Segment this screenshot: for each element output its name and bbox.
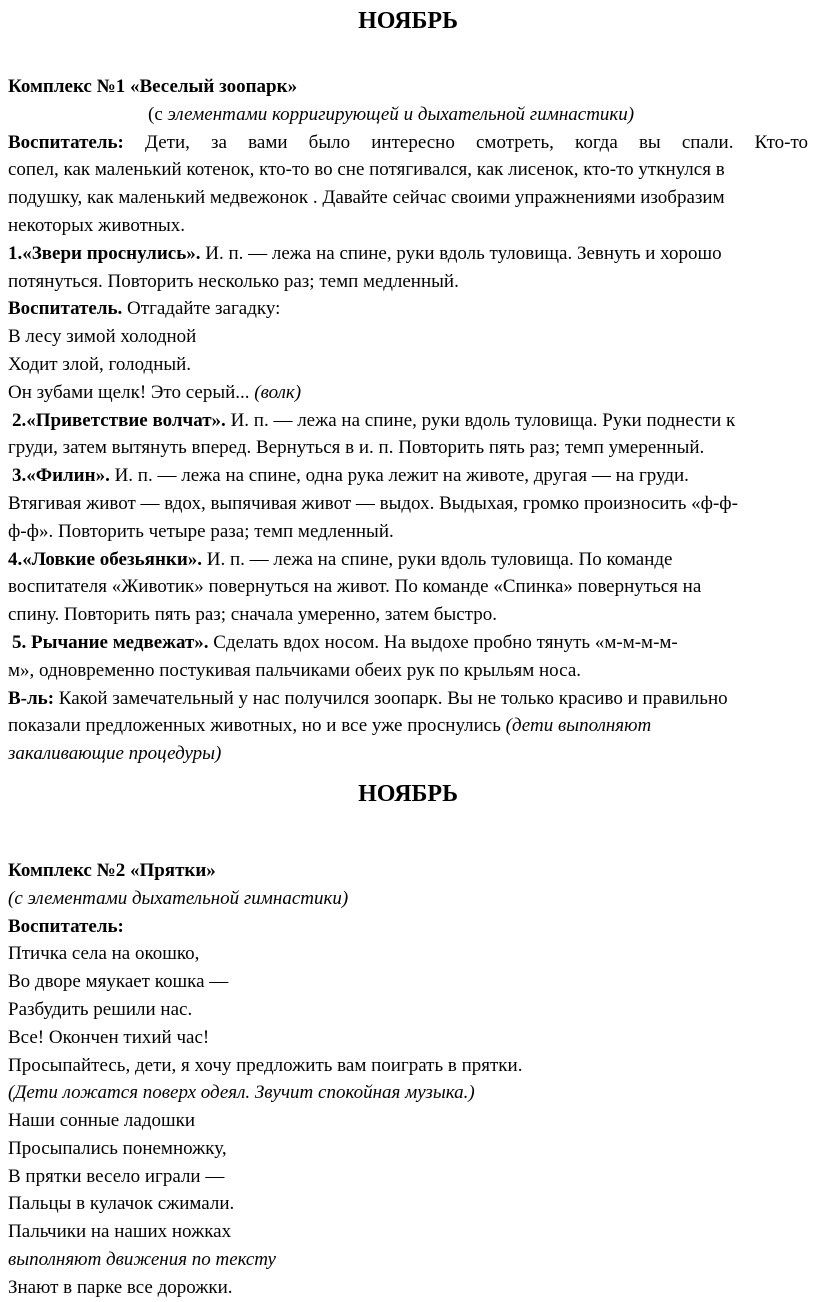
exercise-1-line-2: потянуться. Повторить несколько раз; темп медленный. — [8, 270, 459, 292]
riddle-speaker: Воспитатель. — [8, 298, 123, 320]
complex2-subtitle: (с элементами дыхательной гимнастики) — [8, 887, 349, 909]
complex1-heading: Комплекс №1 «Веселый зоопарк» — [8, 76, 298, 97]
closing-text-2: показали предложенных животных, но и все уже проснулись — [8, 715, 506, 737]
exercise-1-line-1 — [8, 240, 808, 268]
closing-line-3: закаливающие процедуры) — [8, 743, 222, 765]
exercise-3-text: И. п. — лежа на спине, одна рука лежит на животе, другая — на груди. — [109, 465, 689, 487]
movement-instruction: выполняют движения по тексту — [8, 1249, 276, 1271]
poem-line: Во дворе мяукает кошка — — [8, 971, 229, 993]
exercise-5-title: 5. Рычание медвежат». — [12, 631, 209, 653]
exercise-2-text: И. п. — лежа на спине, руки вдоль туловища. Руки поднести к — [225, 409, 736, 431]
intro-line-1 — [8, 129, 808, 157]
riddle-line-3 — [8, 379, 808, 407]
exercise-1-text: И. п. — лежа на спине, руки вдоль туловища. Зевнуть и хорошо — [200, 242, 722, 264]
closing-italic-2: (дети выполняют — [505, 715, 652, 737]
stage-direction: (Дети ложатся поверх одеял. Звучит спокойная музыка.) — [8, 1082, 475, 1104]
section1-title: НОЯБРЬ — [358, 8, 458, 34]
riddle-intro-text: Отгадайте загадку: — [122, 298, 281, 320]
riddle-answer: (волк) — [254, 381, 302, 403]
poem-line: Все! Окончен тихий час! — [8, 1026, 210, 1048]
intro-line-4: некоторых животных. — [8, 214, 186, 236]
riddle-line-1: В лесу зимой холодной — [8, 326, 197, 348]
exercise-4-line-1 — [8, 546, 808, 574]
poem-line: Пальцы в кулачок сжимали. — [8, 1193, 235, 1215]
riddle-line-2: Ходит злой, голодный. — [8, 353, 192, 375]
exercise-4-title: 4.«Ловкие обезьянки». — [8, 548, 203, 570]
subtitle-italic: элементами корригирующей и дыхательной гимнастики) — [167, 103, 635, 125]
complex2-speaker: Воспитатель: — [8, 915, 124, 937]
intro-line-3: подушку, как маленький медвежонок . Давайте сейчас своими упражнениями изобразим — [8, 187, 725, 209]
poem-line: В прятки весело играли — — [8, 1165, 225, 1187]
exercise-3-line-2: Втягивая живот — вдох, выпячивая живот — выдох. Выдыхая, громко произносить «ф-ф- — [8, 492, 738, 514]
closing-speaker: В-ль: — [8, 687, 55, 709]
complex2-heading: Комплекс №2 «Прятки» — [8, 859, 216, 881]
poem-line: Наши сонные ладошки — [8, 1110, 196, 1132]
exercise-3-line-3: ф-ф». Повторить четыре раза; темп медленный. — [8, 520, 394, 542]
closing-line-2 — [8, 712, 808, 740]
exercise-3-line-1 — [8, 462, 808, 490]
subtitle-prefix: (с — [148, 103, 168, 125]
closing-text: Какой замечательный у нас получился зоопарк. Вы не только красиво и правильно — [54, 687, 728, 709]
exercise-4-line-2: воспитателя «Животик» повернуться на живот. По команде «Спинка» повернуться на — [8, 576, 702, 598]
poem-line: Пальчики на наших ножках — [8, 1221, 232, 1243]
exercise-5-line-1 — [8, 629, 808, 657]
exercise-4-line-3: спину. Повторить пять раз; сначала умеренно, затем быстро. — [8, 604, 497, 626]
exercise-5-text: Сделать вдох носом. На выдохе пробно тянуть «м-м-м-м- — [208, 631, 678, 653]
section2-title: НОЯБРЬ — [358, 780, 458, 807]
speaker-label: Воспитатель: — [8, 131, 124, 153]
spacer — [8, 830, 808, 857]
exercise-2-line-2: груди, затем вытянуть вперед. Вернуться в и. п. Повторить пять раз; темп умеренный. — [8, 437, 705, 459]
exercise-3-title: 3.«Филин». — [12, 465, 110, 487]
exercise-2-line-1 — [8, 407, 808, 435]
closing-line-1 — [8, 685, 808, 713]
intro-text: Дети, за вами было интересно смотреть, когда вы спали. Кто-то — [123, 131, 808, 153]
poem-line: Птичка села на окошко, — [8, 943, 200, 965]
spacer — [8, 46, 808, 73]
exercise-2-title: 2.«Приветствие волчат». — [12, 409, 226, 431]
poem-line: Знают в парке все дорожки. — [8, 1276, 233, 1298]
exercise-5-line-2: м», одновременно постукивая пальчиками обеих рук по крыльям носа. — [8, 659, 581, 681]
complex1-subtitle — [8, 101, 808, 129]
exercise-4-text: И. п. — лежа на спине, руки вдоль туловища. По команде — [202, 548, 673, 570]
poem-line: Просыпайтесь, дети, я хочу предложить вам поиграть в прятки. — [8, 1054, 523, 1076]
riddle-intro — [8, 295, 808, 323]
intro-line-2: сопел, как маленький котенок, кто-то во сне потягивался, как лисенок, кто-то уткнулся в — [8, 159, 725, 181]
poem-line: Разбудить решили нас. — [8, 998, 193, 1020]
exercise-1-title: 1.«Звери проснулись». — [8, 242, 201, 264]
riddle-last-text: Он зубами щелк! Это серый... — [8, 381, 255, 403]
poem-line: Просыпались понемножку, — [8, 1137, 227, 1159]
